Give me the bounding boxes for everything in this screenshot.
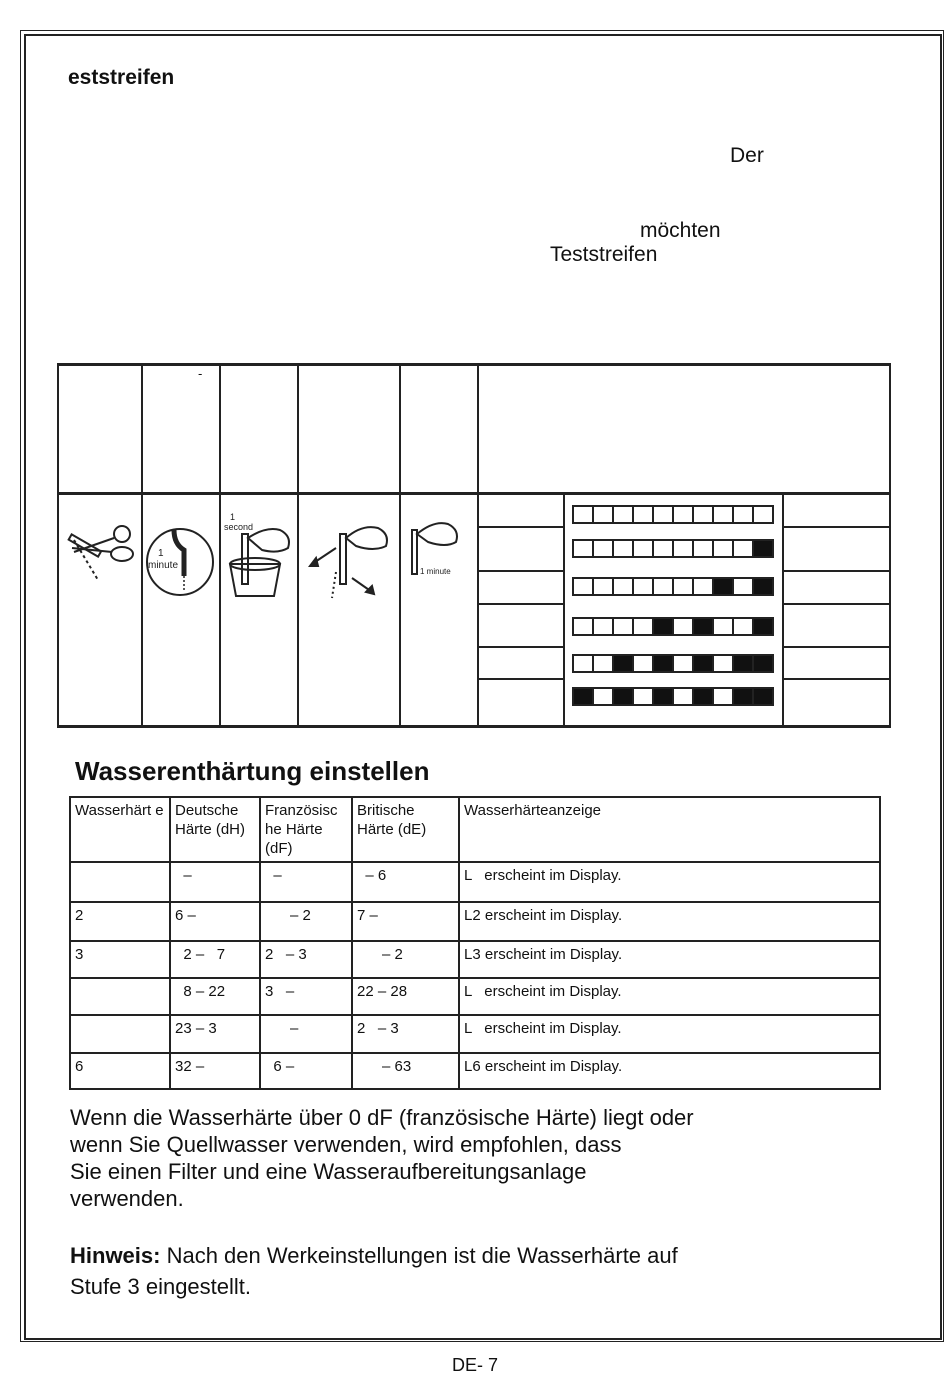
table-cell: 6: [70, 1053, 170, 1089]
faucet-time-unit: minute: [148, 560, 179, 571]
scale-bar: [572, 505, 774, 524]
table-cell: – 63: [352, 1053, 459, 1089]
scale-cell: [594, 507, 614, 522]
scale-cell: [654, 619, 674, 634]
table-cell: – 2: [352, 941, 459, 978]
table-cell: –: [170, 862, 260, 902]
scale-bar: [572, 539, 774, 558]
table-row: [70, 1015, 880, 1053]
scale-cell: [594, 656, 614, 671]
paragraph-line: wenn Sie Quellwasser verwenden, wird empfohlen, dass: [70, 1132, 622, 1157]
table-cell: [70, 1015, 170, 1053]
table-cell: 7 –: [352, 902, 459, 941]
table-cell: 22 – 28: [352, 978, 459, 1015]
table-row: [70, 941, 880, 978]
table-cell: Wasserhärteanzeige: [459, 797, 880, 862]
table-cell: 2 – 3: [260, 941, 352, 978]
table-cell: – 6: [352, 862, 459, 902]
table-cell: Wasserhärt e: [70, 797, 170, 862]
scale-cell: [574, 507, 594, 522]
scale-cell: [574, 541, 594, 556]
scale-cell: [734, 656, 754, 671]
scale-cell: [594, 619, 614, 634]
scale-bar: [572, 577, 774, 596]
scale-cell: [574, 619, 594, 634]
recommendation-paragraph: [70, 1104, 694, 1212]
scale-cell: [574, 579, 594, 594]
scale-cell: [674, 579, 694, 594]
wait-time-label: 1 minute: [420, 567, 451, 576]
scale-cell: [634, 656, 654, 671]
scissors-icon: [64, 518, 136, 588]
table-cell: 6 –: [260, 1053, 352, 1089]
table-cell: [70, 862, 170, 902]
table-cell: 6 –: [170, 902, 260, 941]
scale-cell: [594, 541, 614, 556]
scale-cell: [694, 689, 714, 704]
scale-bar: [572, 654, 774, 673]
dip-time-number: 1: [230, 512, 236, 522]
scale-cell: [634, 541, 654, 556]
table-cell: Französisc he Härte (dF): [260, 797, 352, 862]
table-cell: L2 erscheint im Display.: [459, 902, 880, 941]
table-cell: L erscheint im Display.: [459, 978, 880, 1015]
paragraph-line: Sie einen Filter und eine Wasseraufbereitungsanlage: [70, 1159, 587, 1184]
scale-cell: [674, 689, 694, 704]
scale-bar: [572, 687, 774, 706]
table-row: [70, 1053, 880, 1089]
scale-cell: [754, 656, 772, 671]
scale-bar: [572, 617, 774, 636]
scale-cell: [654, 579, 674, 594]
table-cell: 2: [70, 902, 170, 941]
scale-cell: [714, 656, 734, 671]
test-strip-heading: eststreifen: [68, 66, 175, 89]
table-cell: –: [260, 862, 352, 902]
table-cell: L erscheint im Display.: [459, 1015, 880, 1053]
scale-cell: [694, 541, 714, 556]
table-cell: 2 – 7: [170, 941, 260, 978]
table-cell: 3: [70, 941, 170, 978]
table-row: [70, 902, 880, 941]
dip-time-unit: second: [224, 522, 254, 532]
scale-cell: [634, 507, 654, 522]
dip-cup-icon: [222, 508, 296, 600]
text-fragment-moechten: möchten: [640, 219, 721, 242]
scale-cell: [614, 689, 634, 704]
scale-cell: [734, 541, 754, 556]
section-title: Wasserenthärtung einstellen: [75, 756, 430, 786]
scale-cell: [694, 507, 714, 522]
scale-cell: [734, 579, 754, 594]
note-text: Nach den Werkeinstellungen ist die Wasserhärte auf: [160, 1243, 678, 1268]
table-cell: 23 – 3: [170, 1015, 260, 1053]
scale-cell: [654, 656, 674, 671]
scale-cell: [574, 656, 594, 671]
scale-cell: [634, 619, 654, 634]
scale-cell: [694, 619, 714, 634]
table-cell: [70, 978, 170, 1015]
wait-strip-icon: [404, 512, 474, 582]
table-cell: 2 – 3: [352, 1015, 459, 1053]
note: [70, 1242, 678, 1300]
scale-cell: [734, 507, 754, 522]
table-cell: 3 –: [260, 978, 352, 1015]
scale-cell: [714, 541, 734, 556]
scale-cell: [674, 541, 694, 556]
table-cell: Deutsche Härte (dH): [170, 797, 260, 862]
table-cell: 32 –: [170, 1053, 260, 1089]
scale-cell: [614, 579, 634, 594]
scale-cell: [754, 507, 772, 522]
scale-cell: [734, 689, 754, 704]
table-row: [70, 862, 880, 902]
scale-cell: [594, 689, 614, 704]
scale-cell: [634, 579, 654, 594]
table-cell: L3 erscheint im Display.: [459, 941, 880, 978]
table-cell: L6 erscheint im Display.: [459, 1053, 880, 1089]
table-cell: – 2: [260, 902, 352, 941]
scale-cell: [694, 656, 714, 671]
note-label: Hinweis:: [70, 1243, 161, 1268]
scale-cell: [754, 579, 772, 594]
scale-cell: [614, 656, 634, 671]
scale-cell: [714, 507, 734, 522]
table-cell: L erscheint im Display.: [459, 862, 880, 902]
paragraph-line: verwenden.: [70, 1186, 184, 1211]
scale-cell: [674, 656, 694, 671]
scale-cell: [694, 579, 714, 594]
scale-cell: [614, 619, 634, 634]
scale-cell: [674, 507, 694, 522]
table-row: [70, 978, 880, 1015]
note-line-2: Stufe 3 eingestellt.: [70, 1274, 252, 1299]
scale-cell: [614, 541, 634, 556]
table-cell: –: [260, 1015, 352, 1053]
scale-cell: [614, 507, 634, 522]
scale-cell: [634, 689, 654, 704]
faucet-icon: [144, 516, 216, 602]
table-cell: 8 – 22: [170, 978, 260, 1015]
scale-cell: [674, 619, 694, 634]
scale-cell: [754, 689, 772, 704]
scale-cell: [734, 619, 754, 634]
paragraph-line: Wenn die Wasserhärte über 0 dF (französische Härte) liegt oder: [70, 1105, 694, 1130]
scale-cell: [714, 689, 734, 704]
page-number: DE- 7: [451, 1355, 498, 1375]
table-header-row: [70, 797, 880, 862]
scale-cell: [654, 541, 674, 556]
faucet-time-number: 1: [158, 548, 164, 559]
table-cell: Britische Härte (dE): [352, 797, 459, 862]
scale-cell: [754, 541, 772, 556]
water-hardness-table: [69, 796, 881, 1090]
text-fragment-teststreifen: Teststreifen: [550, 243, 658, 266]
text-fragment-der: Der: [730, 144, 764, 167]
scale-cell: [654, 507, 674, 522]
scale-cell: [574, 689, 594, 704]
header-dash-mark: -: [198, 366, 203, 381]
scale-cell: [654, 689, 674, 704]
scale-cell: [594, 579, 614, 594]
scale-cell: [714, 619, 734, 634]
scale-cell: [714, 579, 734, 594]
shake-strip-icon: [302, 512, 396, 602]
scale-cell: [754, 619, 772, 634]
